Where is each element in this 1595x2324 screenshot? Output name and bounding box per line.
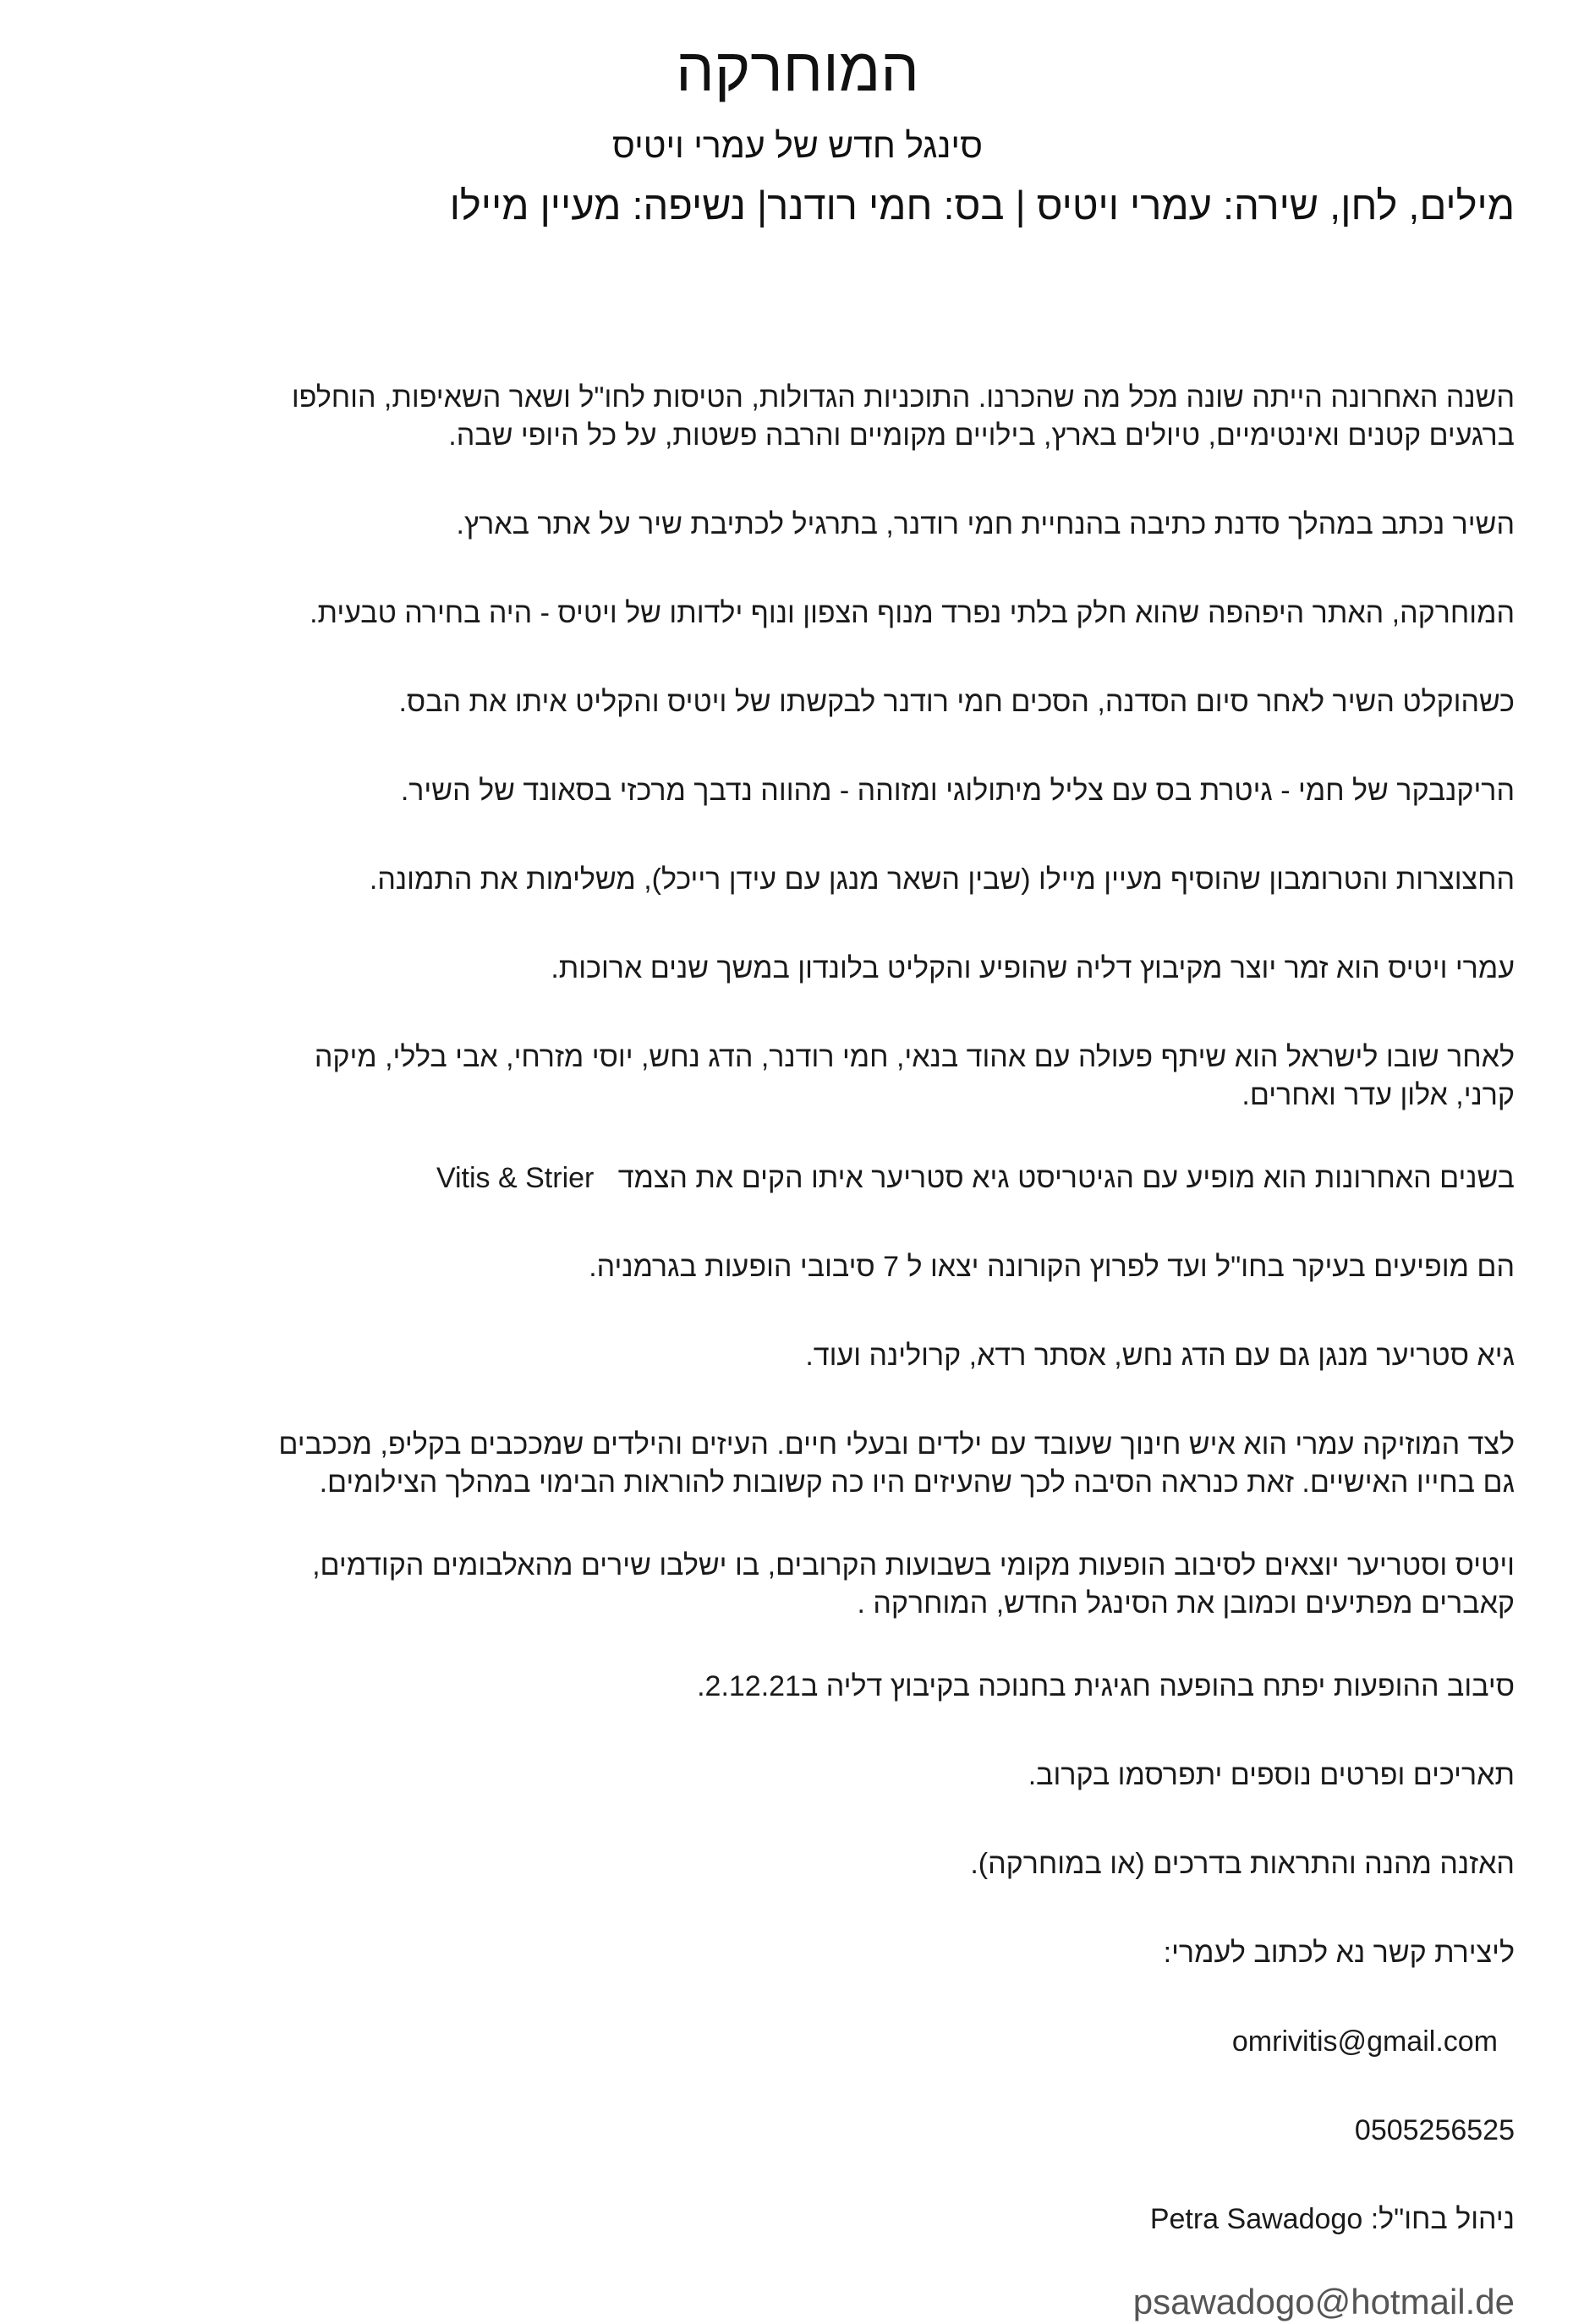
spacer (26, 1706, 1515, 1757)
intro-line-1: השנה האחרונה הייתה שונה מכל מה שהכרנו. התוכניות הגדולות, הטיסות לחו"ל ושאר השאיפות, הוחלפו (291, 381, 1515, 414)
paragraph-education-line-2: גם בחייו האישיים. זאת כנראה הסיבה לכך שהעיזים היו כה קשובות להוראות הבימוי במהלך הצילומים. (319, 1466, 1515, 1499)
spacer (26, 455, 1515, 506)
spacer (26, 1883, 1515, 1934)
spacer (26, 1972, 1515, 2023)
spacer (26, 2150, 1515, 2201)
management-email[interactable]: psawadogo@hotmail.de (1132, 2282, 1515, 2321)
paragraph-more-dates: תאריכים ופרטים נוספים יתפרסמו בקרוב. (1028, 1759, 1515, 1791)
contact-email-line (26, 2023, 1515, 2061)
intro-line-2: ברגעים קטנים ואינטימיים, טיולים בארץ, בילויים מקומיים והרבה פשטות, על כל היופי שבה. (448, 419, 1515, 452)
credits-line: מילים, לחן, שירה: עמרי ויטיס | בס: חמי רודנר| נשיפה: מעיין מיילו (449, 183, 1515, 227)
paragraph-recording: כשהוקלט השיר לאחר סיום הסדנה, הסכים חמי רודנר לבקשתו של ויטיס והקליט איתו את הבס. (398, 686, 1515, 718)
paragraph-local-tour-line-2: קאברים מפתיעים וכמובן את הסינגל החדש, המוחרקה . (857, 1587, 1515, 1620)
contact-phone[interactable]: 0505256525 (1354, 2114, 1515, 2146)
duo-name: Vitis & Strier (436, 1162, 595, 1194)
paragraph-bio: עמרי ויטיס הוא זמר יוצר מקיבוץ דליה שהופיע והקליט בלונדון במשך שנים ארוכות. (551, 952, 1515, 984)
contact-heading: ליצירת קשר נא לכתוב לעמרי: (1163, 1937, 1515, 1969)
paragraph-collaborations-line-2: קרני, אלון עדר ואחרים. (1241, 1079, 1515, 1111)
paragraph-germany-tours: הם מופיעים בעיקר בחו"ל ועד לפרוץ הקורונה יצאו ל 7 סיבובי הופעות בגרמניה. (589, 1251, 1515, 1283)
spacer (26, 1623, 1515, 1668)
paragraph-tour-opening: סיבוב ההופעות יפתח בהופעה חגיגית בחנוכה בקיבוץ דליה ב2.12.21. (697, 1670, 1515, 1702)
paragraph-rickenbacker: הריקנבקר של חמי - גיטרת בס עם צליל מיתולוגי ומזוהה - מהווה נדבך מרכזי בסאונד של השיר. (400, 775, 1515, 807)
spacer (26, 721, 1515, 772)
spacer (26, 988, 1515, 1039)
spacer (26, 1502, 1515, 1547)
paragraph-education-line-1: לצד המוזיקה עמרי הוא איש חינוך שעובד עם ילדים ובעלי חיים. העיזים והילדים שמככבים בקליפ, מככבים (278, 1428, 1515, 1461)
spacer (26, 810, 1515, 861)
management-name: Petra Sawadogo (1149, 2203, 1363, 2235)
paragraph-writing-workshop: השיר נכתב במהלך סדנת כתיבה בהנחיית חמי רודנר, בתרגיל לכתיבת שיר על אתר בארץ. (456, 508, 1515, 540)
management-label: ניהול בחו"ל: (1370, 2203, 1515, 2235)
spacer (26, 2061, 1515, 2112)
paragraph-duo (26, 1159, 1515, 1198)
spacer (26, 1115, 1515, 1159)
spacer (26, 1375, 1515, 1426)
spacer (26, 2239, 1515, 2280)
spacer (26, 1795, 1515, 1845)
management-line (26, 2201, 1515, 2239)
spacer (26, 544, 1515, 595)
contact-email[interactable]: omrivitis@gmail.com (1231, 2025, 1498, 2058)
spacer (26, 899, 1515, 950)
management-email-line (26, 2280, 1515, 2324)
song-title: המוחרקה (676, 36, 919, 104)
paragraph-guy-strier: גיא סטריער מנגן גם עם הדג נחש, אסתר רדא, קרולינה ועוד. (805, 1340, 1515, 1372)
subtitle: סינגל חדש של עמרי ויטיס (612, 126, 983, 165)
body-text (26, 379, 1515, 2324)
contact-phone-line (26, 2112, 1515, 2150)
paragraph-local-tour-line-1: ויטיס וסטריער יוצאים לסיבוב הופעות מקומי בשבועות הקרובים, בו ישלבו שירים מהאלבומים הקודמים, (312, 1549, 1515, 1581)
duo-text: בשנים האחרונות הוא מופיע עם הגיטריסט גיא סטריער איתו הקים את הצמד (617, 1162, 1515, 1194)
paragraph-collaborations-line-1: לאחר שובו לישראל הוא שיתף פעולה עם אהוד בנאי, חמי רודנר, הדג נחש, יוסי מזרחי, אבי בללי, מיקה (314, 1041, 1515, 1073)
spacer (26, 633, 1515, 683)
paragraph-closing: האזנה מהנה והתראות בדרכים (או במוחרקה). (970, 1848, 1515, 1880)
paragraph-horns: החצוצרות והטרומבון שהוסיף מעיין מיילו (שבין השאר מנגן עם עידן רייכל), משלימות את התמונה. (369, 863, 1515, 896)
spacer (26, 1286, 1515, 1337)
spacer (26, 1198, 1515, 1248)
paragraph-muhraka: המוחרקה, האתר היפהפה שהוא חלק בלתי נפרד מנוף הצפון ונוף ילדותו של ויטיס - היה בחירה טבעית. (310, 597, 1515, 629)
